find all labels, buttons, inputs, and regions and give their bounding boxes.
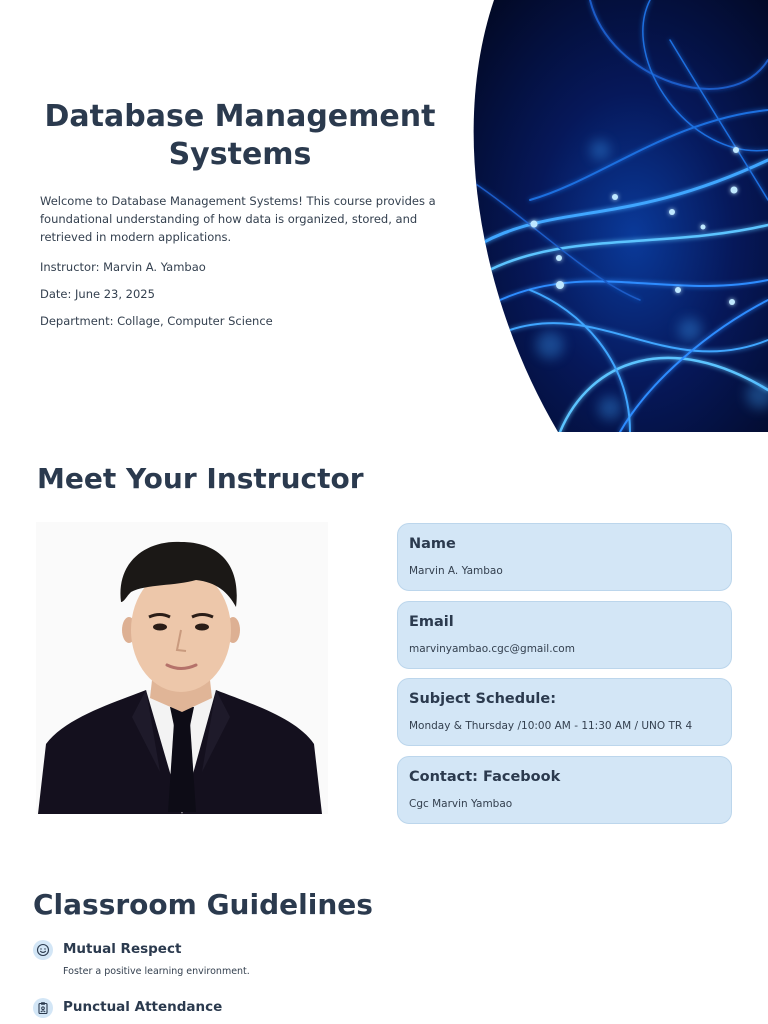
name-value: Marvin A. Yambao [409,565,503,577]
schedule-value: Monday & Thursday /10:00 AM - 11:30 AM / UNO TR 4 [409,720,693,732]
clipboard-icon [33,998,53,1018]
contact-facebook-card [397,756,732,824]
schedule-label: Subject Schedule: [409,691,557,707]
fiber-optic-network-image [470,0,768,432]
instructor-heading: Meet Your Instructor [37,462,364,495]
course-title: Database Management Systems [44,99,436,172]
contact-label: Contact: Facebook [409,769,561,785]
instructor-name-card [397,523,732,591]
contact-value[interactable]: Cgc Marvin Yambao [409,798,513,810]
name-label: Name [409,536,456,552]
instructor-email-card [397,601,732,669]
subject-schedule-card [397,678,732,746]
department-line: Department: Collage, Computer Science [40,314,273,328]
guidelines-heading: Classroom Guidelines [33,888,373,921]
instructor-line: Instructor: Marvin A. Yambao [40,260,206,274]
guideline-title: Punctual Attendance [63,999,223,1015]
guideline-title: Mutual Respect [63,941,182,957]
date-line: Date: June 23, 2025 [40,287,155,301]
email-label: Email [409,614,454,630]
smile-icon [33,940,53,960]
hero-text-block [40,98,440,328]
instructor-portrait [36,522,328,814]
email-value[interactable]: marvinyambao.cgc@gmail.com [409,643,575,655]
course-intro: Welcome to Database Management Systems! This course provides a foundational understanding of how data is organized, stored, and retrieved in modern applications. [40,194,436,244]
hero-section [0,0,768,432]
guideline-description: Foster a positive learning environment. [63,966,250,977]
